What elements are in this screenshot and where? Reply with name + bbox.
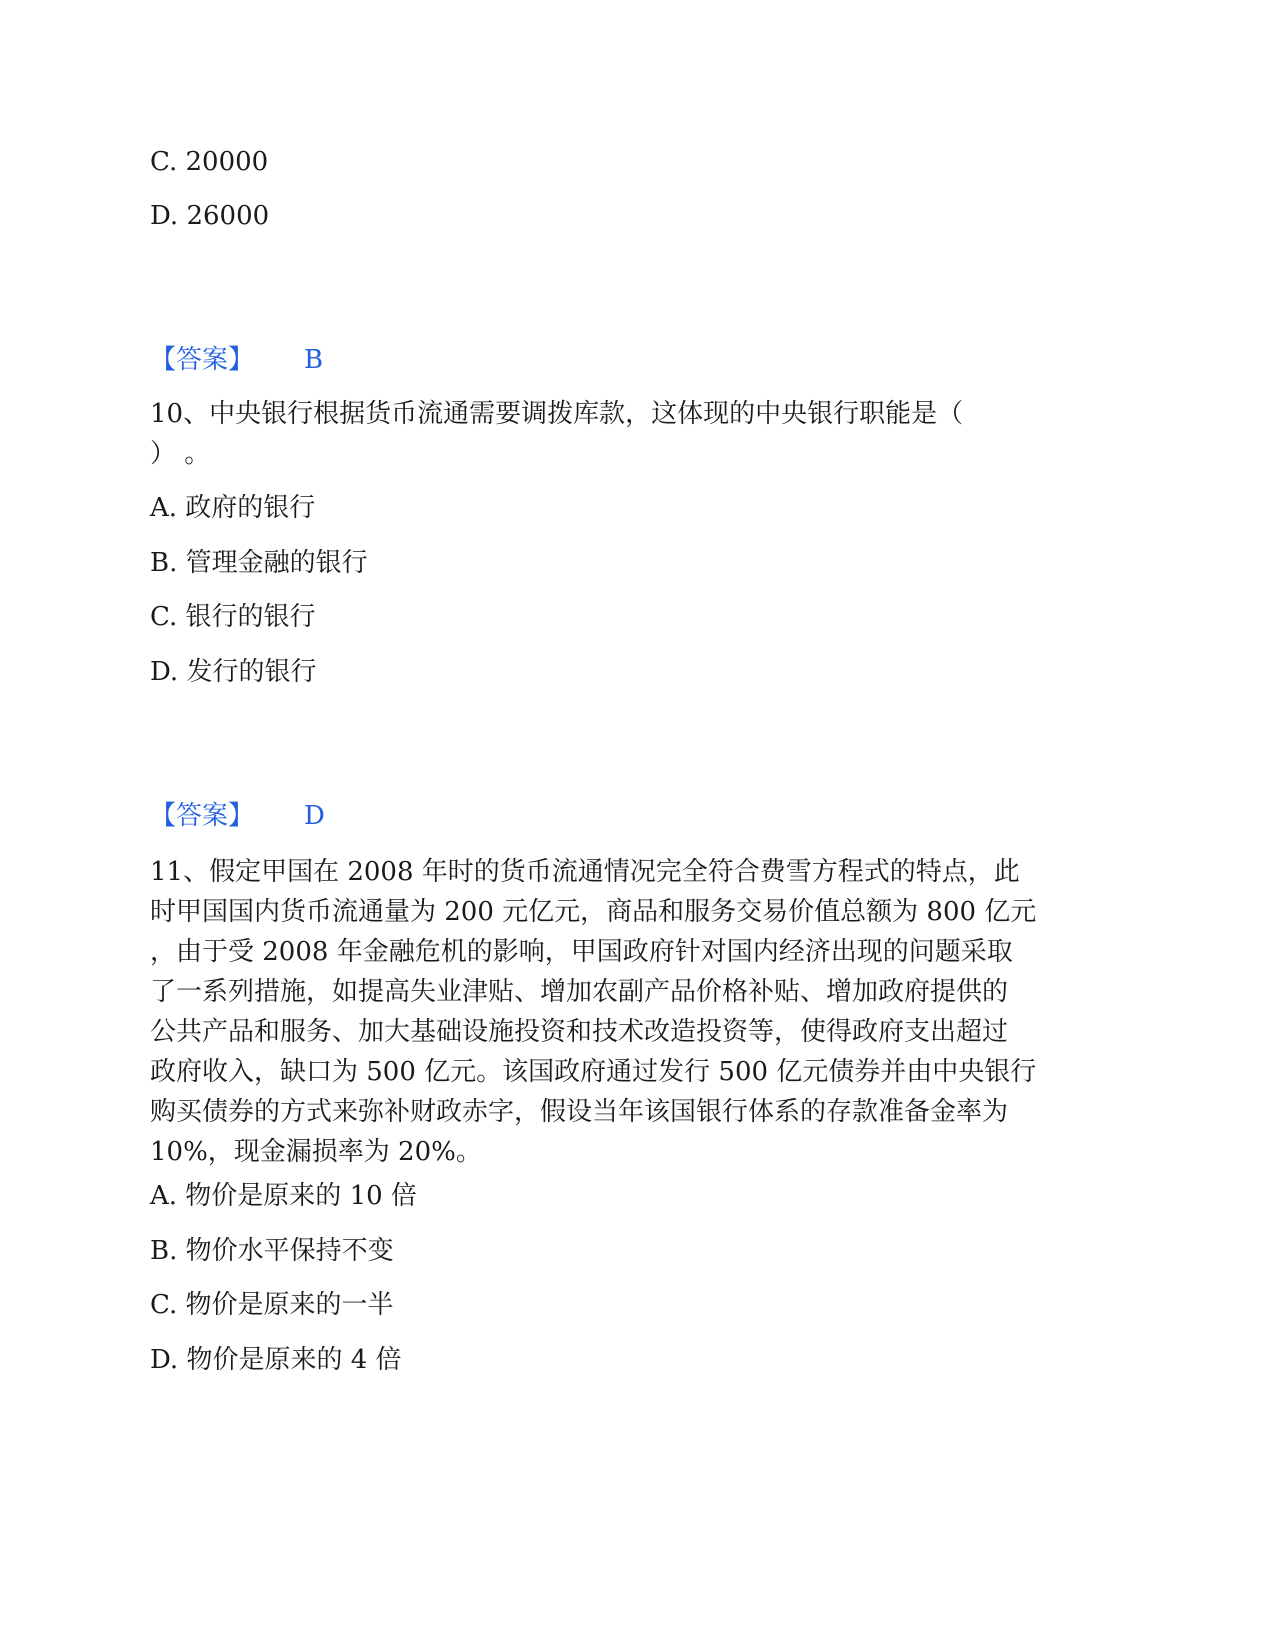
q11-stem-line: 11、假定甲国在 2008 年时的货币流通情况完全符合费雪方程式的特点，此	[150, 857, 1020, 887]
q10-option-c: C. 银行的银行	[150, 602, 316, 632]
q10-option-b: B. 管理金融的银行	[150, 548, 368, 578]
q11-option-a: A. 物价是原来的 10 倍	[150, 1181, 417, 1211]
q10-option-d: D. 发行的银行	[150, 657, 317, 687]
q9-option-d: D. 26000	[150, 201, 270, 231]
q11-option-b: B. 物价水平保持不变	[150, 1236, 394, 1266]
q11-stem-line: ，由于受 2008 年金融危机的影响，甲国政府针对国内经济出现的问题采取	[150, 937, 1013, 967]
q11-option-d: D. 物价是原来的 4 倍	[150, 1345, 402, 1375]
q10-stem-line-1: 10、中央银行根据货币流通需要调拨库款，这体现的中央银行职能是（	[150, 399, 964, 429]
q9-answer	[150, 345, 323, 375]
q11-stem-line: 公共产品和服务、加大基础设施投资和技术改造投资等，使得政府支出超过	[150, 1017, 1009, 1047]
q11-stem-line: 了一系列措施，如提高失业津贴、增加农副产品价格补贴、增加政府提供的	[150, 977, 1009, 1007]
q10-stem-line-2: ） 。	[150, 439, 211, 469]
q11-stem-line: 10%，现金漏损率为 20%。	[150, 1137, 482, 1167]
q9-option-c: C. 20000	[150, 147, 269, 177]
q11-stem-line: 政府收入，缺口为 500 亿元。该国政府通过发行 500 亿元债券并由中央银行	[150, 1057, 1037, 1087]
answer-label: 【答案】	[150, 801, 255, 831]
q11-stem-line: 时甲国国内货币流通量为 200 元亿元，商品和服务交易价值总额为 800 亿元	[150, 897, 1037, 927]
answer-label: 【答案】	[150, 345, 255, 375]
q10-answer	[150, 801, 325, 831]
answer-key: B	[304, 345, 324, 375]
q11-stem	[150, 852, 1110, 1172]
q10-option-a: A. 政府的银行	[150, 493, 316, 523]
q11-option-c: C. 物价是原来的一半	[150, 1290, 394, 1320]
answer-key: D	[304, 801, 325, 831]
q11-stem-line: 购买债券的方式来弥补财政赤字，假设当年该国银行体系的存款准备金率为	[150, 1097, 1009, 1127]
